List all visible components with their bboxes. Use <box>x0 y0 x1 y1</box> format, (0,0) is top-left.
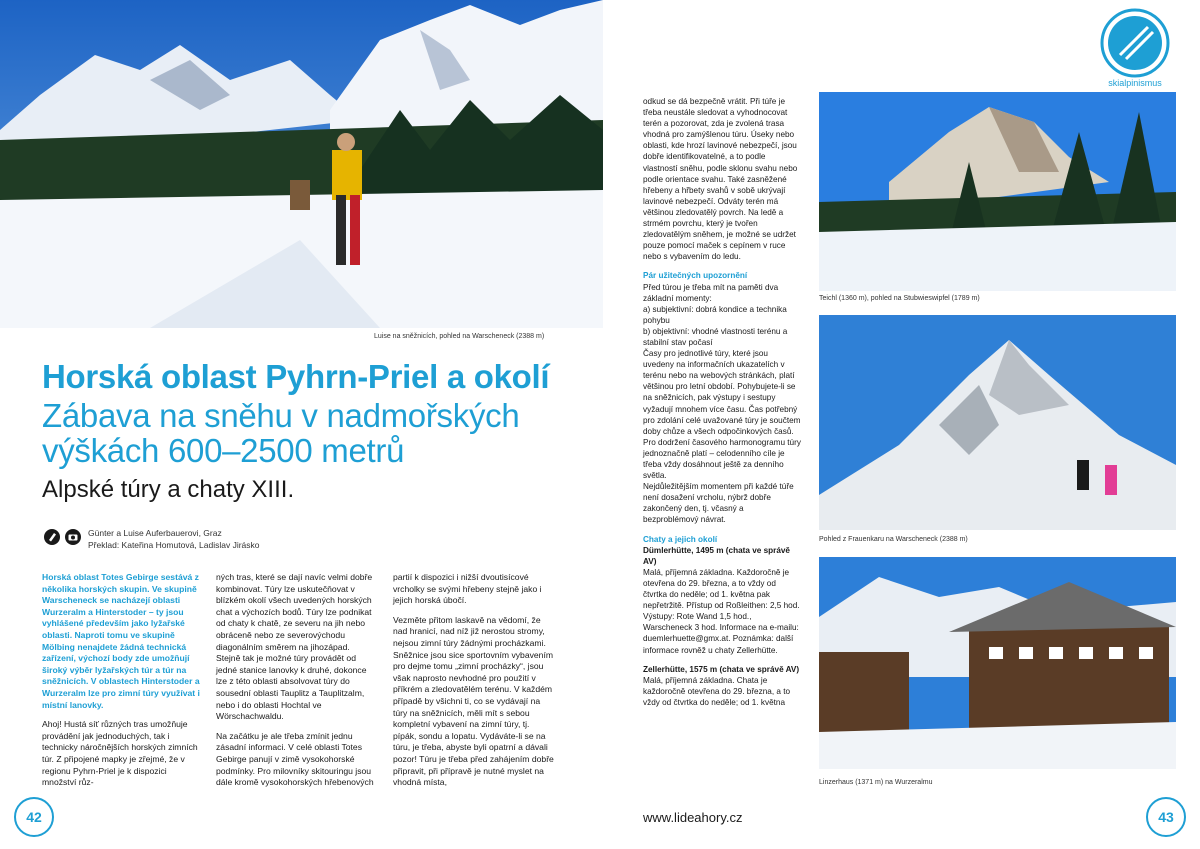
paragraph: partií k dispozici i nižší dvoutisícové vrcholky se svými hřebeny stejně jako i jejich horská úbočí. <box>393 572 542 606</box>
paragraph: Vezměte přitom laskavě na vědomí, že nad hranicí, nad níž již nerostou stromy, nejsou zimní túry žádnými procházkami. Sněžnice jsou sice sportovním vybavením pro dejme tomu „zimní procházky“, jsou však naprosto nevhodné pro použití v příkrém a zledovatělém terénu. V každém případě by všichni ti, co se vydávají na túry na sněžnicích, měli mít s sebou kompletní vybavení na zimní túry, tj. pípák, sondu a lopatu. Vydáváte-li se na túru, je třeba, abyste byli opatrní a dávali pozor! Túru je třeba před zahájením dobře připravit, při přípravě je nutné myslet na vhodná místa, <box>393 614 554 788</box>
hut-name: Dümlerhütte, 1495 m (chata ve správě AV) <box>643 545 790 566</box>
paragraph: a) subjektivní: dobrá kondice a technika pohybu <box>643 304 787 325</box>
lead-paragraph: Horská oblast Totes Gebirge sestává z několika horských skupin. Ve skupině Warscheneck se nacházejí oblasti Wurzeralm a Hinterstoder – ty jsou vyhlášené především jako lyžařské oblasti. Naproti tomu ve skupině Mölbing nenajdete žádná technická zařízení, výchozí body zde umožňují široký výběr lyžařských túr a túr na sněžnicích. V oblastech Hinterstoder a Wurzeralm lze pro zimní túry využívat i místní lanovky. <box>42 572 200 710</box>
photo-teichl <box>819 92 1176 291</box>
paragraph: Pro dodržení časového harmonogramu túry jednoznačně platí – celodenního cíle je třeba vždy dosáhnout ještě za denního světla. <box>643 437 801 481</box>
pen-icon <box>44 529 60 545</box>
photo-caption: Linzerhaus (1371 m) na Wurzeralmu <box>819 779 933 786</box>
paragraph: b) objektivní: vhodné vlastnosti terénu a stabilní stav počasí <box>643 326 788 347</box>
text-column-4 <box>643 96 801 708</box>
article-subtitle: Zábava na sněhu v nadmořských výškách 600–2500 metrů <box>42 397 520 469</box>
photo-linzerhaus <box>819 557 1176 769</box>
paragraph: Ahoj! Hustá síť různých tras umožňuje provádění jak jednoduchých, tak i technicky náročnějších horských zimních túr. Z připojené mapky je zřejmé, že v regionu Pyhrn-Priel je k dispozici množství růz- <box>42 719 198 788</box>
page-number-right: 43 <box>1146 797 1186 837</box>
photo-caption: Teichl (1360 m), pohled na Stubwieswipfel (1789 m) <box>819 295 980 302</box>
paragraph: Před túrou je třeba mít na paměti dva základní momenty: <box>643 282 779 303</box>
credits <box>88 527 260 551</box>
paragraph: Malá, příjemná základna. Každoročně je otevřena do 29. března, a to vždy od čtvrtka do neděle; od 1. května pak nepřetržitě. Přístup od Roßleithen: 2,5 hod. Výstupy: Rote Wand 1,5 hod., Warscheneck 3 hod. Informace na e-mailu: duemlerhuette@gmx.at. Poznámka: další informace rovněž u chaty Zellerhütte. <box>643 567 800 655</box>
article-title: Horská oblast Pyhrn-Priel a okolí <box>42 358 550 395</box>
camera-icon <box>65 529 81 545</box>
website-url[interactable]: www.lideahory.cz <box>643 810 743 825</box>
photo-caption: Pohled z Frauenkaru na Warscheneck (2388 m) <box>819 536 968 543</box>
photo-frauenkar <box>819 315 1176 530</box>
authors: Günter a Luise Auferbauerovi, Graz <box>88 528 222 538</box>
section-heading: Chaty a jejich okolí <box>643 534 718 544</box>
section-heading: Pár užitečných upozornění <box>643 271 748 281</box>
paragraph: odkud se dá bezpečně vrátit. Při túře je třeba neustále sledovat a vyhodnocovat terén a pozorovat, zda je zvolená trasa vhodná pro zamýšlenou túru. Úseky nebo oblasti, kde hrozí lavinové nebezpečí, jsou dobře identifikovatelné, a to podle vlastností sněhu, podle sklonu svahu nebo podle orientace svahu. Také zasněžené hřebeny a hřbety svahů v sobě ukrývají lavinové nebezpečí. Odváty terén má většinou zledovatělý povrch. Na ledě a strmém povrchu, který je tvořen zledovatělým sněhem, je možné se udržet pouze pomocí maček s cepínem v ruce nebo s vybavením do ledu. <box>643 97 798 262</box>
series-title: Alpské túry a chaty XIII. <box>42 476 295 503</box>
hero-photo <box>0 0 603 328</box>
translation-credit: Překlad: Kateřina Homutová, Ladislav Jirásko <box>88 540 260 550</box>
hero-caption: Luise na sněžnicích, pohled na Warscheneck (2388 m) <box>374 333 545 340</box>
text-column-3 <box>393 572 555 797</box>
paragraph: Nejdůležitějším momentem při každé túře není dosažení vrcholu, nýbrž dobře zakončený den, tj. včasný a bezproblémový návrat. <box>643 482 794 525</box>
paragraph: Malá, příjemná základna. Chata je každoročně otevřena do 29. března, a to vždy od čtvrtka do neděle; od 1. května <box>643 675 791 707</box>
skialpinismus-badge <box>1100 8 1170 78</box>
page-number-left: 42 <box>14 797 54 837</box>
paragraph: Na začátku je ale třeba zmínit jednu zásadní informaci. V celé oblasti Totes Gebirge panují v zimě vysokohorské podmínky. Pro milovníky skitouringu jsou dále kromě vysokohorských hřebenových <box>216 730 374 788</box>
hut-name: Zellerhütte, 1575 m (chata ve správě AV) <box>643 664 800 674</box>
paragraph: ných tras, které se dají navíc velmi dobře kombinovat. Túry lze uskutečňovat v blízkém okolí všech uvedených horských chat a výchozích bodů. Túry lze podnikat od chaty k chatě, ze severu na jih nebo obráceně nebo ze severovýchodu diagonálním směrem na jihozápad. Stejně tak je možné túry provádět od jedné stanice lanovky k druhé, dokonce lze z této oblasti absolvovat túry do sousední oblasti Tauplitz a Tauplitzalm, nebo i do oblasti Hochtal ve Wörschachwaldu. <box>216 572 373 722</box>
text-column-1 <box>42 572 200 797</box>
paragraph: Časy pro jednotlivé túry, které jsou uvedeny na informačních ukazatelích v terénu nebo na webových stránkách, platí většinou pro letní období. Pohybujete-li se na sněžnicích, pak výstupy i sestupy vyžadují mnohem více času. Čas potřebný pro zdolání celé uvažované túry je součtem doby chůze a všech odpočinkových časů. <box>643 349 801 436</box>
text-column-2 <box>216 572 376 797</box>
badge-label: skialpinismus <box>1108 78 1162 88</box>
